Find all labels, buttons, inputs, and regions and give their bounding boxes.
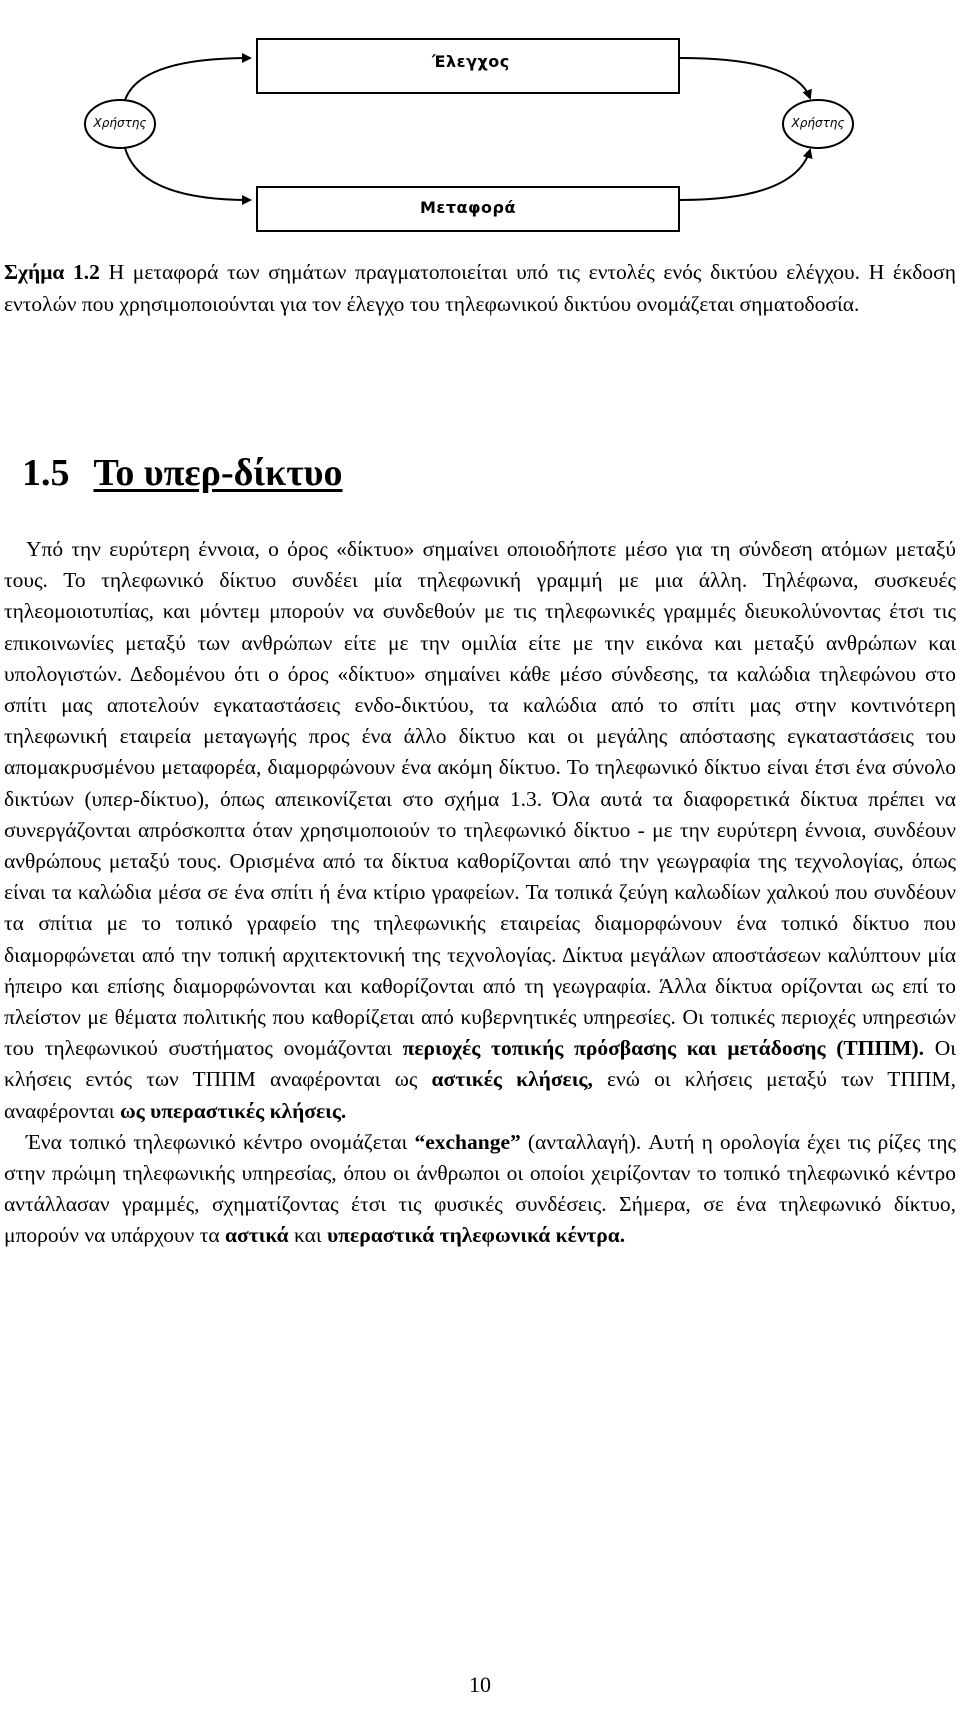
page-number: 10 [469, 1672, 491, 1697]
paragraph-text: Υπό την ευρύτερη έννοια, ο όρος «δίκτυο» σημαίνει οποιοδήποτε μέσο για τη σύνδεση ατόμων μεταξύ τους. Το τηλεφωνικό δίκτυο συνδέει μία τηλεφωνική γραμμή με μια άλλη. Τηλέφωνα, συσκευές τηλεομοιοτυπίας, και μόντεμ μπορούν να συνδεθούν με τις τηλεφωνικές γραμμές διευκολύνοντας έτσι τις επικοινωνίες μεταξύ των ανθρώπων είτε με την ομιλία είτε με την εικόνα και μεταξύ ανθρώπων και υπολογιστών. Δεδομένου ότι ο όρος «δίκτυο» σημαίνει κάθε μέσο σύνδεσης, τα καλώδια τηλεφώνου στο σπίτι μας αποτελούν εγκαταστάσεις ενδο-δικτύου, τα καλώδια από το σπίτι μας στην κοντινότερη τηλεφωνική εταιρεία μεταγωγής προς ένα άλλο δίκτυο και οι μεγάλης απόστασης εγκαταστάσεις του απομακρυσμένου μεταφορέα, διαμορφώνουν ένα ακόμη δίκτυο. Το τηλεφωνικό δίκτυο είναι έτσι ένα σύνολο δικτύων (υπερ-δίκτυο), όπως απεικονίζεται στο σχήμα 1.3. Όλα αυτά τα διαφορετικά δίκτυα πρέπει να συνεργάζονται απρόσκοπτα όταν χρησιμοποιούν το τηλεφωνικό δίκτυο - με την ευρύτερη έννοια, συνδέουν ανθρώπους μεταξύ τους. Ορισμένα από τα δίκτυα καθορίζονται από την γεωγραφία της τεχνολογίας, όπως είναι τα καλώδια μέσα σε ένα σπίτι ή ένα κτίριο γραφείων. Τα τοπικά ζεύγη καλωδίων χαλκού που συνδέουν τα σπίτια με το τοπικό γραφείο της τηλεφωνικής εταιρείας διαμορφώνουν ένα τοπικό δίκτυο που διαμορφώνεται από την τοπική αρχιτεκτονική της τεχνολογίας. Δίκτυα μεγάλων αποστάσεων καλύπτουν μία ήπειρο και επίσης διαμορφώνονται και καθορίζονται από τη γεωγραφία. Άλλα δίκτυα ορίζονται ως επί το πλείστον με θέματα πολιτικής που καθορίζεται από κυβερνητικές υπηρεσίες. Οι τοπικές περιοχές υπηρεσιών του τηλεφωνικού συστήματος ονομάζονται [4, 537, 956, 1061]
paragraph-text: και [288, 1223, 328, 1248]
signaling-diagram [0, 0, 960, 240]
bold-term-local-calls: αστικές κλήσεις, [431, 1067, 593, 1092]
arrow-transport-to-right-user [680, 150, 810, 200]
paragraph-text: Οι κλήσεις εντός των ΤΠΠΜ αναφέρονται ως [4, 1036, 956, 1092]
bold-term-exchange: “exchange” [414, 1129, 521, 1154]
arrow-left-user-to-control [125, 58, 250, 100]
paragraph-text: (ανταλλαγή). Αυτή η ορολογία έχει τις ρίζες της στην πρώιμη τηλεφωνικής υπηρεσίας, όπου οι άνθρωποι οι οποίοι χειρίζονταν το τοπικό τηλεφωνικό κέντρο αντάλλασαν γραμμές, σχηματίζοντας έτσι τις φυσικές συνδέσεις. Σήμερα, σε ένα τηλεφωνικό δίκτυο, μπορούν να υπάρχουν τα [4, 1129, 956, 1248]
paragraph-text: Ένα τοπικό τηλεφωνικό κέντρο ονομάζεται [26, 1129, 415, 1154]
body-text [4, 534, 956, 1252]
section-title: Το υπερ-δίκτυο [93, 452, 343, 494]
control-box-label: Έλεγχος [432, 52, 510, 71]
section-number: 1.5 [22, 452, 70, 494]
bold-term-local: αστικά [225, 1223, 289, 1248]
paragraph-internetwork [4, 534, 956, 1127]
right-user-label: Χρήστης [791, 116, 845, 130]
left-user-label: Χρήστης [93, 116, 147, 130]
paragraph-text: ενώ οι κλήσεις μεταξύ των ΤΠΠΜ, αναφέρονται [4, 1067, 956, 1123]
transport-box-label: Μεταφορά [420, 198, 516, 217]
bold-term-lata: περιοχές τοπικής πρόσβασης και μετάδοσης (ΤΠΠΜ). [402, 1036, 925, 1061]
bold-term-long-distance-calls: ως υπεραστικές κλήσεις. [119, 1098, 347, 1123]
bold-term-toll-centers: υπεραστικά τηλεφωνικά κέντρα. [327, 1223, 626, 1248]
section-heading [22, 450, 343, 496]
paragraph-exchange [4, 1127, 956, 1252]
figure-caption-label: Σχήμα 1.2 [4, 260, 100, 284]
arrow-left-user-to-transport [125, 148, 250, 200]
figure-caption [4, 256, 956, 320]
arrow-control-to-right-user [680, 58, 810, 98]
figure-caption-text: Η μεταφορά των σημάτων πραγματοποιείται υπό τις εντολές ενός δικτύου ελέγχου. Η έκδοση εντολών που χρησιμοποιούνται για τον έλεγχο του τηλεφωνικού δικτύου ονομάζεται σηματοδοσία. [4, 260, 956, 316]
